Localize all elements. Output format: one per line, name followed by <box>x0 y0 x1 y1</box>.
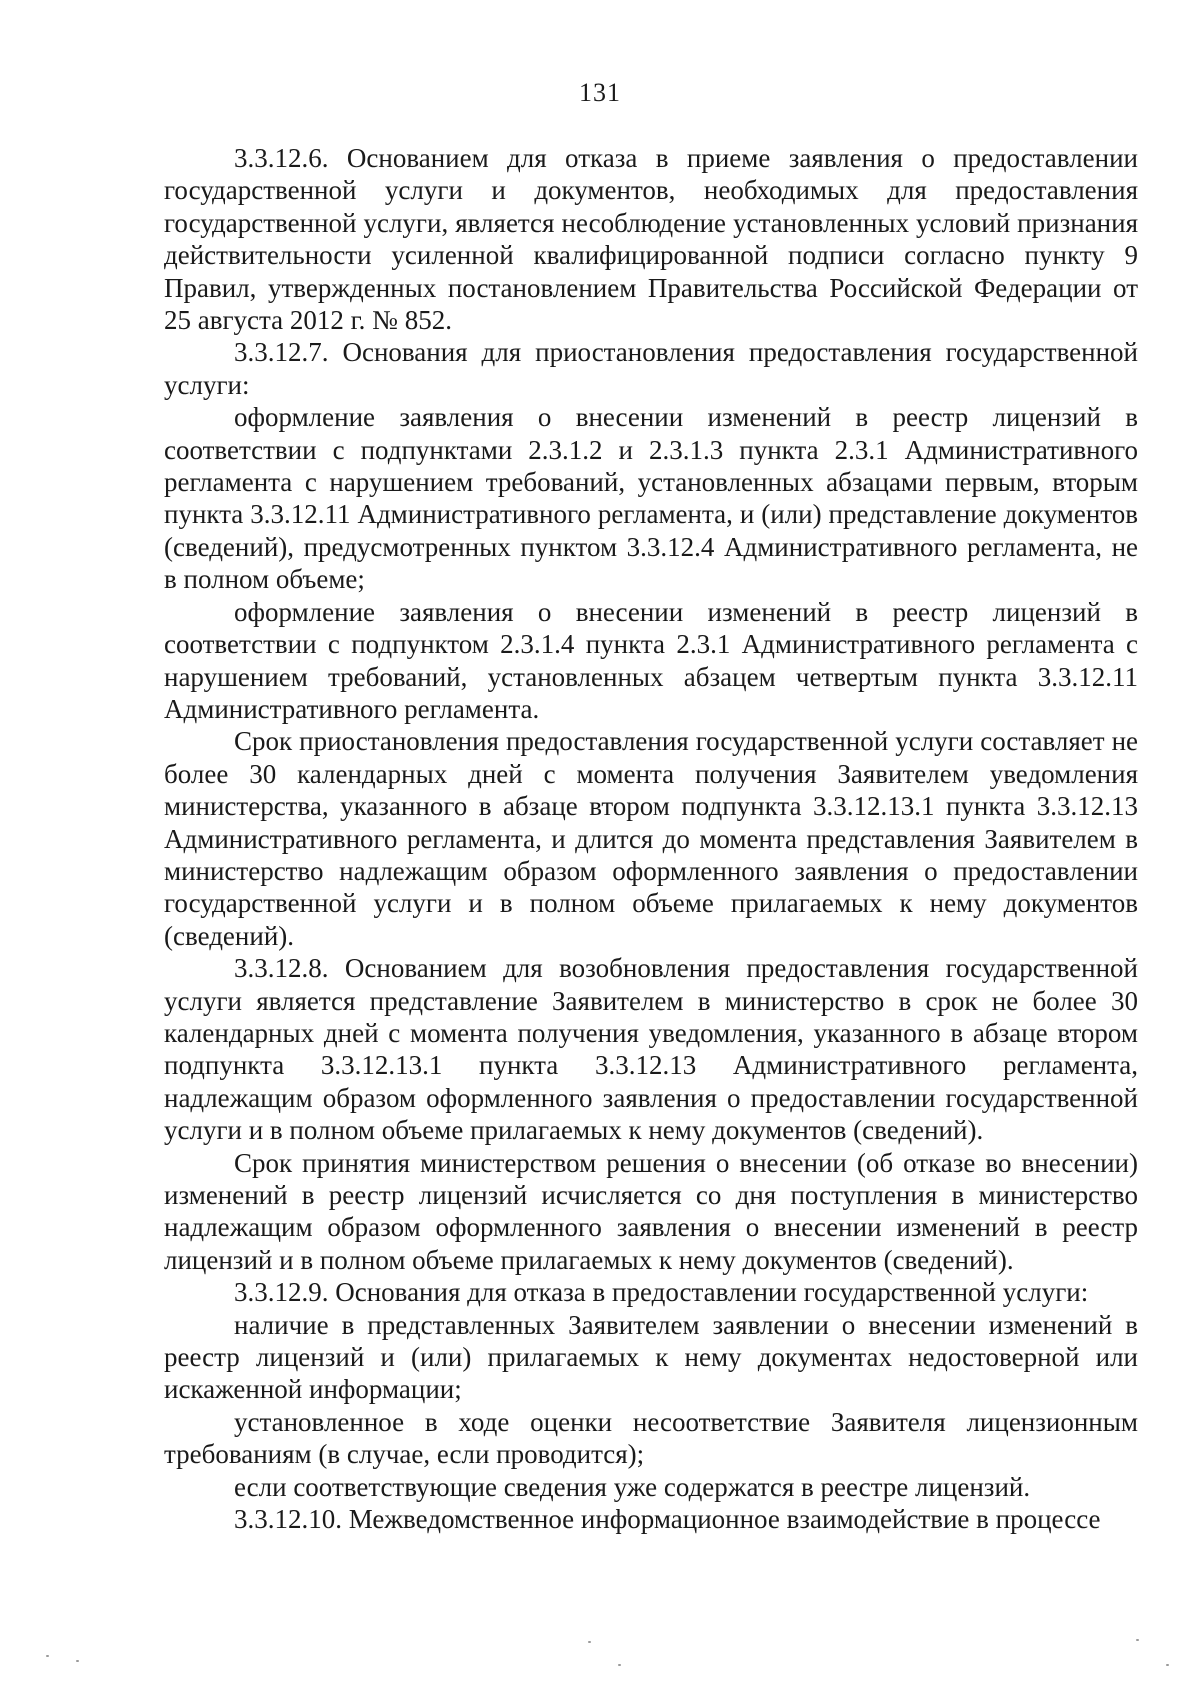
scan-speck <box>618 1664 621 1666</box>
paragraph-decision-term: Срок принятия министерством решения о внесении (об отказе во внесении) изменений в реестр лицензий исчисляется со дня поступления в министерство надлежащим образом оформленного заявления о внесении изменений в реестр лицензий и в полном объеме прилагаемых к нему документов (сведений). <box>164 1147 1138 1275</box>
paragraph-refusal-ground-1: наличие в представленных Заявителем заявлении о внесении изменений в реестр лицензий и (или) прилагаемых к нему документах недостоверной или искаженной информации; <box>164 1309 1138 1405</box>
scan-speck <box>588 1641 591 1643</box>
paragraph-suspension-ground-2: оформление заявления о внесении изменений в реестр лицензий в соответствии с подпунктом 2.3.1.4 пункта 2.3.1 Административного регламента с нарушением требований, установленных абзацем четвертым пункта 3.3.12.11 Административного регламента. <box>164 596 1138 724</box>
paragraph-suspension-ground-1: оформление заявления о внесении изменений в реестр лицензий в соответствии с подпунктами 2.3.1.2 и 2.3.1.3 пункта 2.3.1 Административного регламента с нарушением требований, установленных абзацами первым, вторым пункта 3.3.12.11 Административного регламента, и (или) представление документов (сведений), предусмотренных пунктом 3.3.12.4 Административного регламента, не в полном объеме; <box>164 402 1138 595</box>
paragraph-suspension-term: Срок приостановления предоставления государственной услуги составляет не более 30 календарных дней с момента получения Заявителем уведомления министерства, указанного в абзаце втором подпункта 3.3.12.13.1 пункта 3.3.12.13 Административного регламента, и длится до момента представления Заявителем в министерство надлежащим образом оформленного заявления о предоставлении государственной услуги и в полном объеме прилагаемых к нему документов (сведений). <box>164 726 1138 951</box>
paragraph-3-3-12-8: 3.3.12.8. Основанием для возобновления предоставления государственной услуги является представление Заявителем в министерство в срок не более 30 календарных дней с момента получения уведомления, указанного в абзаце втором подпункта 3.3.12.13.1 пункта 3.3.12.13 Административного регламента, надлежащим образом оформленного заявления о предоставлении государственной услуги и в полном объеме прилагаемых к нему документов (сведений). <box>164 953 1138 1146</box>
paragraph-refusal-ground-3: если соответствующие сведения уже содержатся в реестре лицензий. <box>234 1471 1031 1502</box>
scan-speck <box>76 1660 79 1662</box>
scan-speck <box>46 1655 49 1657</box>
document-body <box>164 142 1138 1535</box>
paragraph-3-3-12-10: 3.3.12.10. Межведомственное информационное взаимодействие в процессе <box>234 1504 1101 1535</box>
paragraph-3-3-12-9: 3.3.12.9. Основания для отказа в предоставлении государственной услуги: <box>234 1277 1089 1308</box>
page-number: 131 <box>579 78 621 107</box>
paragraph-3-3-12-7: 3.3.12.7. Основания для приостановления предоставления государственной услуги: <box>164 337 1138 400</box>
scan-speck <box>1166 1664 1169 1666</box>
paragraph-3-3-12-6: 3.3.12.6. Основанием для отказа в приеме заявления о предоставлении государственной услуги и документов, необходимых для предоставления государственной услуги, является несоблюдение установленных условий признания действительности усиленной квалифицированной подписи согласно пункту 9 Правил, утвержденных постановлением Правительства Российской Федерации от 25 августа 2012 г. № 852. <box>164 143 1138 336</box>
scan-speck <box>1136 1639 1139 1641</box>
paragraph-refusal-ground-2: установленное в ходе оценки несоответствие Заявителя лицензионным требованиям (в случае, если проводится); <box>164 1406 1138 1470</box>
